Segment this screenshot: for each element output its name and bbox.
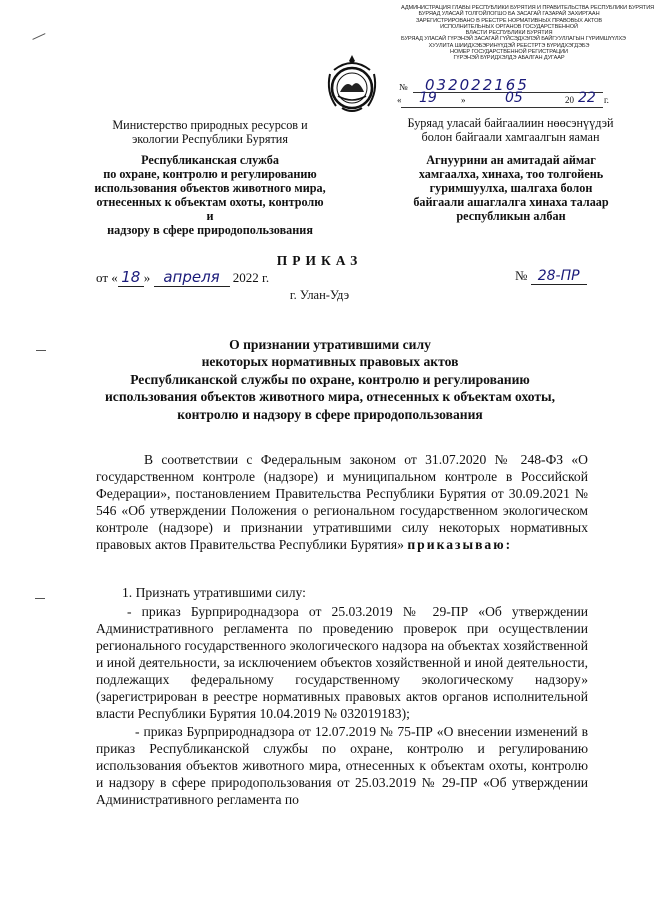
stamp-line: ИСПОЛНИТЕЛЬНЫХ ОРГАНОВ ГОСУДАРСТВЕННОЙ <box>440 23 578 30</box>
service-name-bua <box>391 153 631 223</box>
document-title <box>80 336 580 423</box>
document-type-heading: ПРИКАЗ <box>276 253 363 268</box>
order-number <box>515 268 587 285</box>
title-line: некоторых нормативных правовых актов <box>201 354 459 370</box>
order-number-prefix: № <box>515 268 528 283</box>
stamp-line: ГҮРЭНЭЙ БҮРИДХЭЛДЭ АБАЛГАН ДУГААР <box>453 55 565 62</box>
margin-mark <box>36 350 46 351</box>
title-line: использования объектов животного мира, отнесенных к объектам охоты, <box>104 389 556 405</box>
service-line: Республиканская служба <box>141 153 279 167</box>
stamp-line: АДМИНИСТРАЦИЯ ГЛАВЫ РЕСПУБЛИКИ БУРЯТИЯ И ПРАВИТЕЛЬСТВА РЕСПУБЛИКИ БУРЯТИЯ <box>401 5 654 11</box>
stamp-year-suffix: г. <box>604 95 609 105</box>
title-line: контролю и надзору в сфере природопользования <box>177 406 483 422</box>
stamp-line: НОМЕР ГОСУДАРСТВЕННОЙ РЕГИСТРАЦИИ <box>450 49 568 56</box>
margin-mark <box>35 598 45 599</box>
ministry-line: Министерство природных ресурсов и <box>112 118 308 132</box>
service-line: использования объектов животного мира, <box>94 181 326 195</box>
stamp-number-row <box>399 76 529 94</box>
service-line: хамгаалха, хинаха, тоо толгойень <box>418 167 604 181</box>
service-name-ru <box>92 153 328 237</box>
stamp-day: 19 <box>419 90 437 106</box>
registration-stamp: АДМИНИСТРАЦИЯ ГЛАВЫ РЕСПУБЛИКИ БУРЯТИЯ И ПРАВИТЕЛЬСТВА РЕСПУБЛИКИ БУРЯТИЯ БУРЯАД УЛАСАЙ ТОЛГОЙЛОГШО БА ЗАСАГАЙ ГАЗАРАЙ ЗАХИРГААН ЗАРЕГИСТРИРОВАНО В РЕЕСТРЕ НОРМАТИВНЫХ ПРАВОВЫХ АКТОВ ИСПОЛНИТЕЛЬНЫХ ОРГАНОВ ГОСУДАРСТВЕННОЙ ВЛАСТИ РЕСПУБЛИКИ БУРЯТИЯ БУРЯАД УЛАСАЙ ГҮРЭНЭЙ ЗАСАГАЙ ГҮЙСЭДХЭЛЭЙ БАЙГУУЛЛАГЫН ГҮРИМШҮҮЛХЭ ХУУЛИТА ШИИДХЭБЭРИНҮҮДЭЙ РЕЕСТРТЭ БҮРИДХЭГДЭБЭ НОМЕР ГОСУДАРСТВЕННОЙ РЕГИСТРАЦИИ ГҮРЭНЭЙ БҮРИДХЭЛДЭ АБАЛГАН ДУГААР № 032022165 « 19 » 05 20 22 г. <box>397 5 654 106</box>
stamp-year-prefix: 20 <box>565 95 574 105</box>
stamp-line: БУРЯАД УЛАСАЙ ГҮРЭНЭЙ ЗАСАГАЙ ГҮЙСЭДХЭЛЭЙ БАЙГУУЛЛАГЫН ГҮРИМШҮҮЛХЭ <box>401 36 626 43</box>
stamp-line: ВЛАСТИ РЕСПУБЛИКИ БУРЯТИЯ <box>465 30 553 37</box>
list-item: - приказ Бурприроднадзора от 12.07.2019 № 75-ПР «О внесении изменений в приказ Республиканской службы по охране, контролю и регулированию использования объектов животного мира, отнесенных к объектам охоты, контролю и надзору в сфере природопользования от 25.03.2019 № 29-ПР «Об утверждении Административного регламента по <box>96 724 588 807</box>
stamp-registration-number: 032022165 <box>425 76 529 94</box>
ministry-line: Буряад уласай байгаалиин нөөсэнүүдэй <box>407 116 614 130</box>
coat-of-arms-icon <box>324 52 380 114</box>
service-line: надзору в сфере природопользования <box>107 223 313 237</box>
order-city: г. Улан-Удэ <box>289 288 350 302</box>
ministry-name-bua <box>393 116 628 144</box>
order-number-value: 28-ПР <box>531 268 587 285</box>
ministry-name-ru <box>100 118 320 146</box>
service-line: Агнуурини ан амитадай аймаг <box>426 153 596 167</box>
stamp-date-underline <box>401 107 603 108</box>
stamp-line: ХУУЛИТА ШИИДХЭБЭРИНҮҮДЭЙ РЕЕСТРТЭ БҮРИДХЭГДЭБЭ <box>428 42 590 49</box>
service-line: гуримшуулха, шалгаха болон <box>429 181 593 195</box>
title-line: О признании утратившими силу <box>229 337 431 352</box>
stamp-line: БУРЯАД УЛАСАЙ ТОЛГОЙЛОГШО БА ЗАСАГАЙ ГАЗАРАЙ ЗАХИРГААН <box>418 11 600 18</box>
stamp-number-prefix: № <box>399 82 408 92</box>
order-command: приказываю: <box>407 537 513 552</box>
order-items <box>96 584 588 808</box>
service-line: по охране, контролю и регулированию <box>103 167 317 181</box>
margin-mark <box>32 33 45 40</box>
stamp-month: 05 <box>505 90 523 106</box>
order-day: 18 <box>118 268 144 287</box>
order-month: апреля <box>154 268 230 287</box>
date-mid: » <box>143 270 151 285</box>
service-line: отнесенных к объектам охоты, контролю и <box>96 195 324 223</box>
service-line: республикын албан <box>456 209 566 223</box>
preamble-text: В соответствии с Федеральным законом от 31.07.2020 № 248-ФЗ «О государственном контроле (надзоре) и муниципальном контроле в Российской Федерации», постановлением Правительства Республики Бурятия от 30.09.2021 № 546 «Об утверждении Положения о региональном государственном экологическом контроле (надзоре) и признании утратившими силу некоторых нормативных правовых актов Правительства Республики Бурятия» <box>96 452 588 552</box>
list-item: - приказ Бурприроднадзора от 25.03.2019 № 29-ПР «Об утверждении Административного регламента по проведению проверок при осуществлении регионального государственного экологического надзора на объектах хозяйственной и иной деятельности, за исключением объектов хозяйственной и иной деятельности, подлежащих федеральному государственному экологическому надзору» (зарегистрирован в реестре нормативных правовых актов органов исполнительной власти Республики Бурятия 10.04.2019 № 032019183); <box>96 604 588 721</box>
service-line: байгаали ашаглалга хинаха талаар <box>413 195 609 209</box>
order-year: 2022 г. <box>232 270 270 285</box>
item-heading: 1. Признать утратившими силу: <box>122 585 306 600</box>
coat-of-arms-emblem <box>324 52 380 114</box>
title-line: Республиканской службы по охране, контролю и регулированию <box>130 371 530 387</box>
ministry-line: болон байгаали хамгаалгын яаман <box>421 130 600 144</box>
order-date <box>96 268 269 287</box>
preamble-paragraph <box>96 451 588 553</box>
stamp-year: 22 <box>578 90 596 106</box>
date-prefix: от « <box>96 270 118 285</box>
stamp-line: ЗАРЕГИСТРИРОВАНО В РЕЕСТРЕ НОРМАТИВНЫХ ПРАВОВЫХ АКТОВ <box>416 17 602 24</box>
ministry-line: экологии Республики Бурятия <box>132 132 288 146</box>
